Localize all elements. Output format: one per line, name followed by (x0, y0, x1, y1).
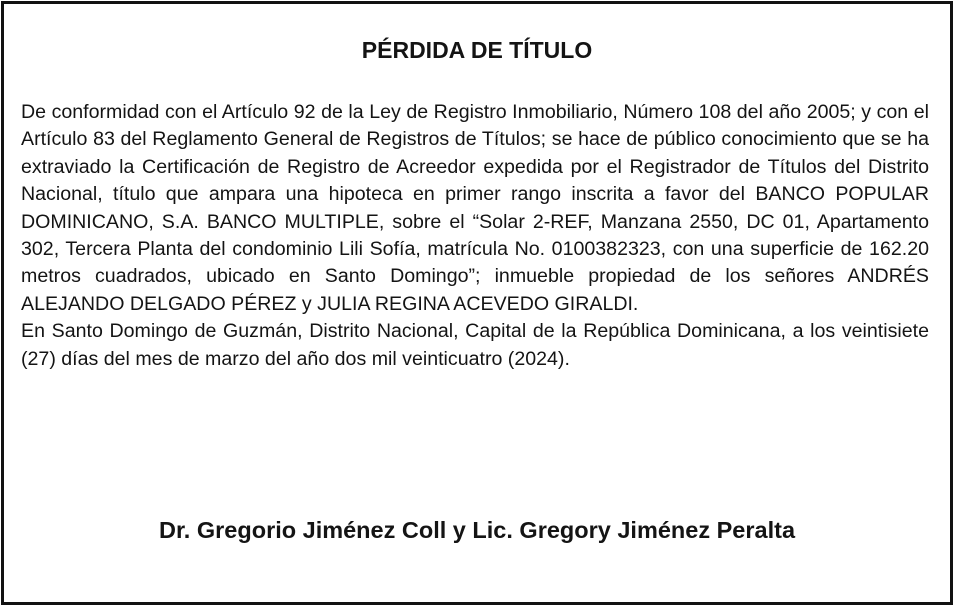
notice-paragraph-closing: En Santo Domingo de Guzmán, Distrito Nacional, Capital de la República Dominicana, a los veintisiete (27) días del mes de marzo del año dos mil veinticuatro (2024). (21, 320, 929, 370)
notice-body (21, 99, 929, 373)
notice-signature: Dr. Gregorio Jiménez Coll y Lic. Gregory Jiménez Peralta (158, 517, 796, 543)
notice-paragraph-main: De conformidad con el Artículo 92 de la Ley de Registro Inmobiliario, Número 108 del año 2005; y con el Artículo 83 del Reglamento General de Registros de Títulos; se hace de público conocimiento que se ha extraviado la Certificación de Registro de Acreedor expedida por el Registrador de Títulos del Distrito Nacional, título que ampara una hipoteca en primer rango inscrita a favor del BANCO POPULAR DOMINICANO, S.A. BANCO MULTIPLE, sobre el “Solar 2-REF, Manzana 2550, DC 01, Apartamento 302, Tercera Planta del condominio Lili Sofía, matrícula No. 0100382323, con una superficie de 162.20 metros cuadrados, ubicado en Santo Domingo”; inmueble propiedad de los señores ANDRÉS ALEJANDO DELGADO PÉREZ y JULIA REGINA ACEVEDO GIRALDI. (21, 101, 929, 315)
legal-notice-box (1, 1, 953, 605)
notice-title: PÉRDIDA DE TÍTULO (361, 37, 593, 63)
